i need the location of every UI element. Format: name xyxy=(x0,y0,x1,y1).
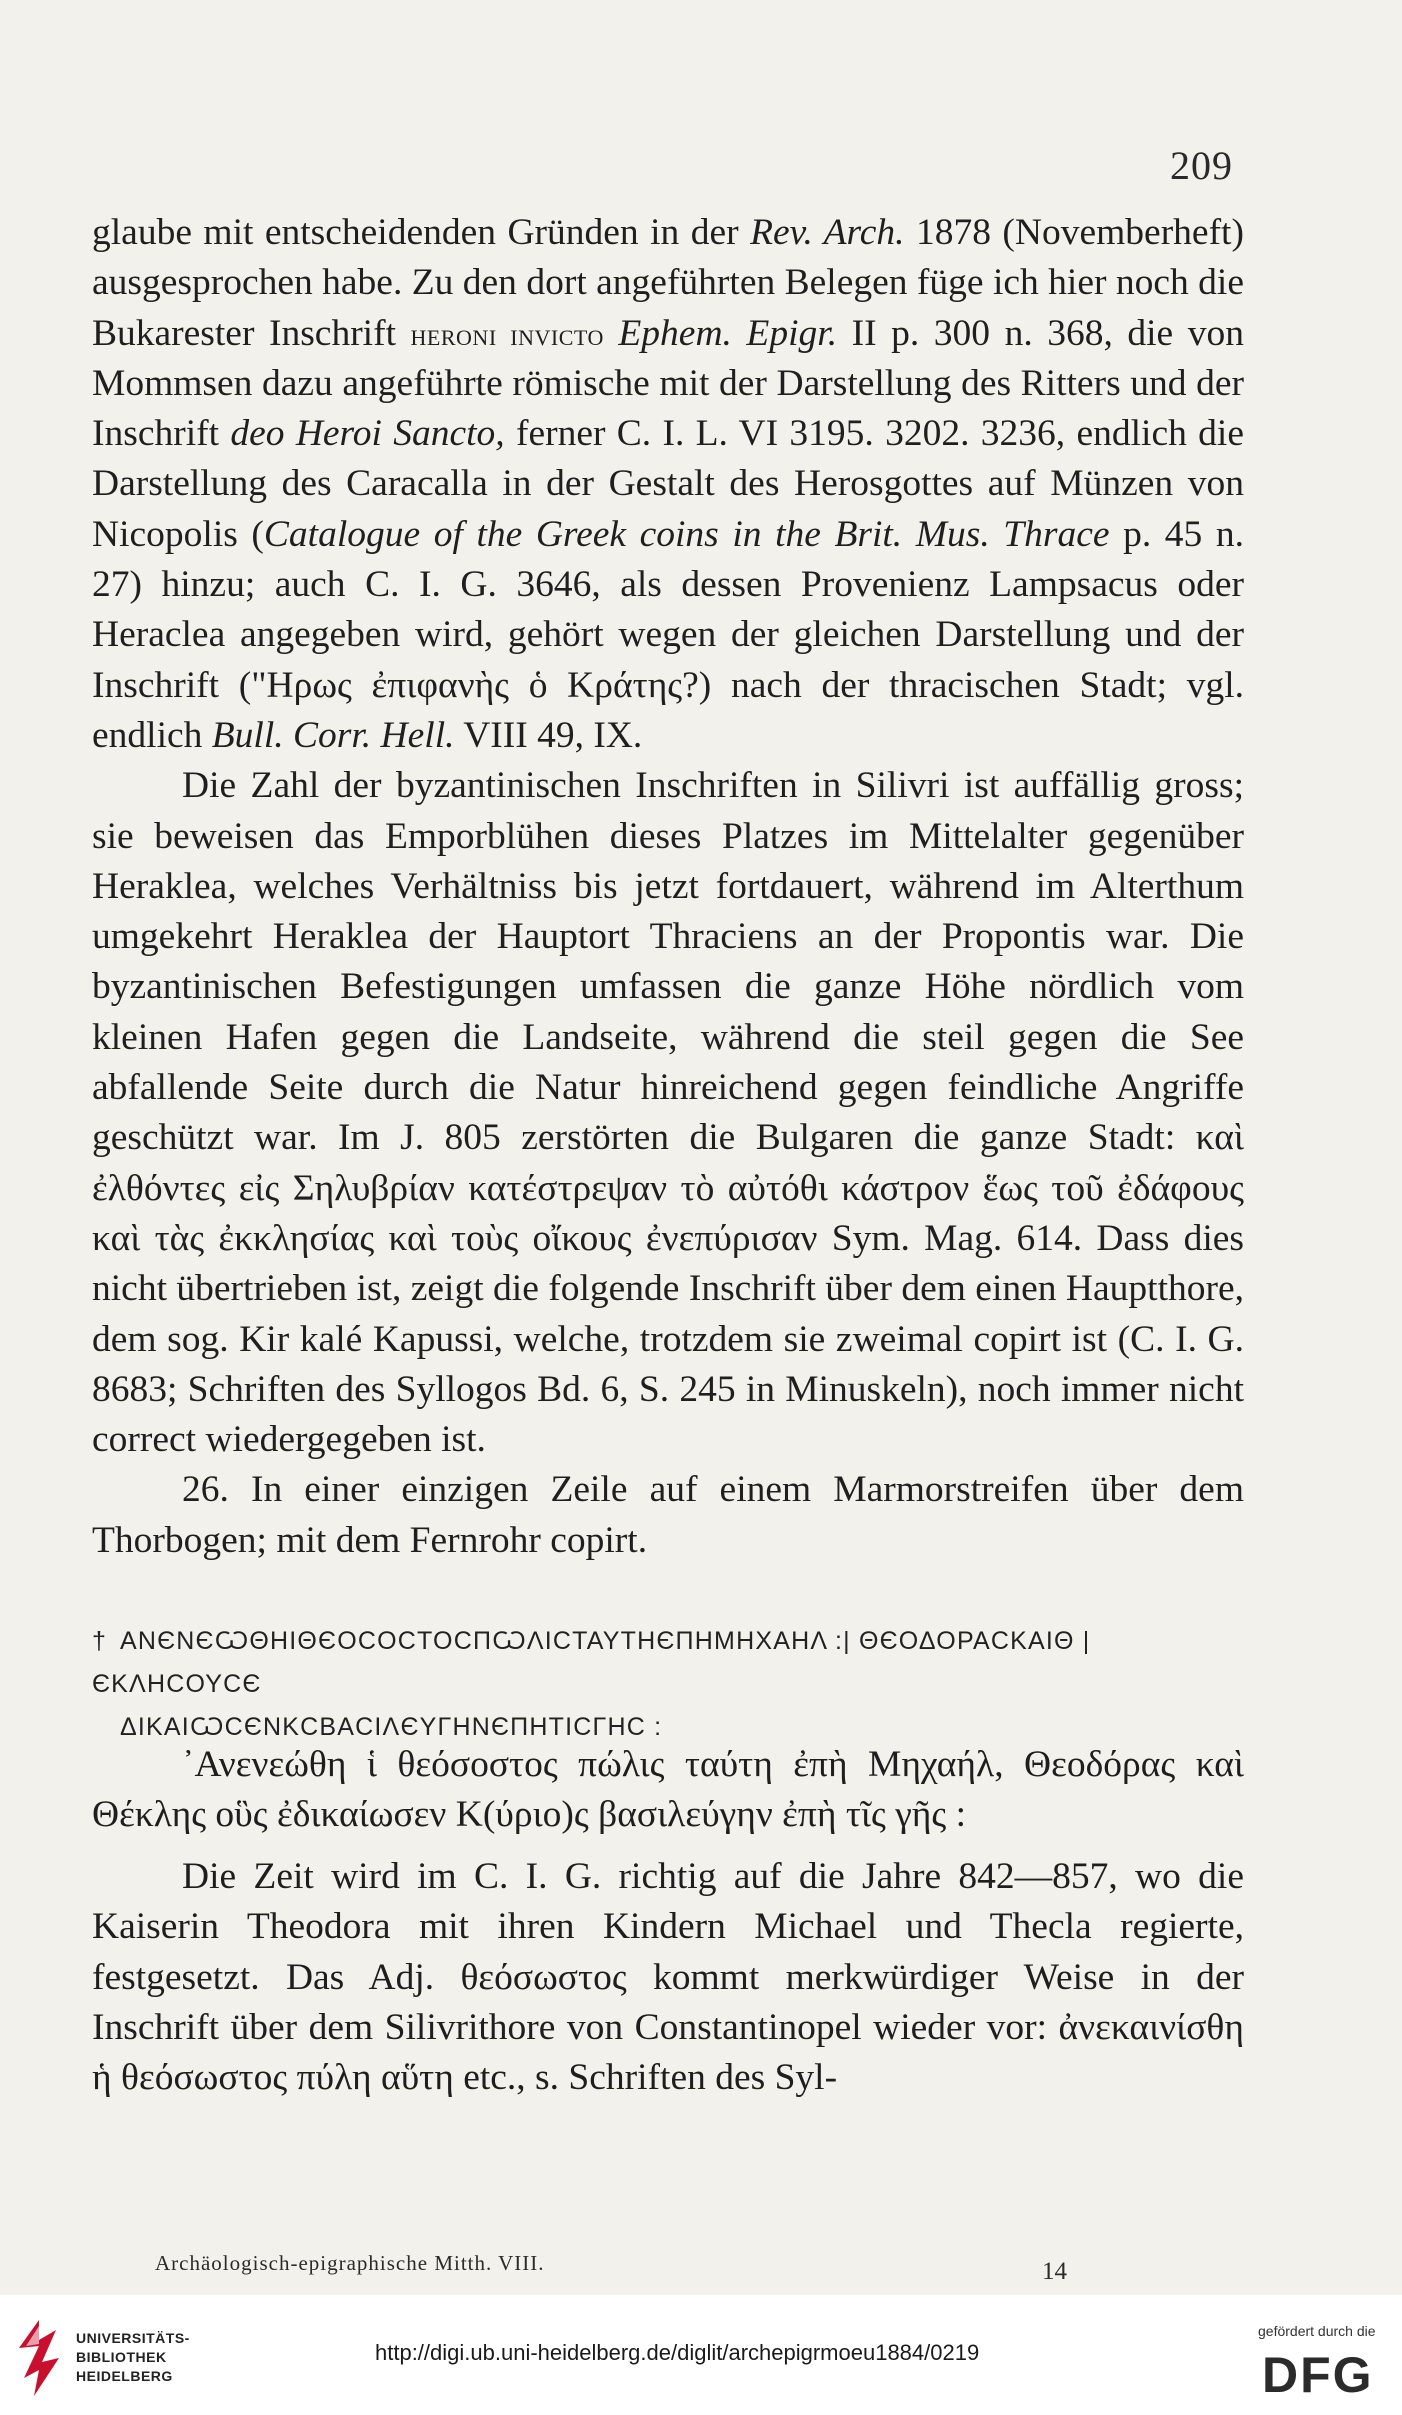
cross-symbol: † xyxy=(92,1627,108,1655)
inscription-line-1: † ΑΝЄΝЄѠΘΗΙΘЄΟϹΟϹΤΟϹΠѠΛΙϹΤΑΥΤΗЄΠΗΜΗΧΑΗΛ :| ΘЄΟΔΟΡΑϹΚΑΙΘ | ЄΚΛΗϹΟΥϹЄ xyxy=(92,1620,1252,1706)
inscription-majuscule xyxy=(92,1620,1252,1749)
main-text xyxy=(92,208,1244,1566)
university-logo-icon xyxy=(14,2318,64,2398)
signature-mark: 14 xyxy=(1042,2258,1067,2285)
sponsor-label: gefördert durch die xyxy=(1258,2323,1376,2339)
paragraph-4: Die Zeit wird im C. I. G. richtig auf die Jahre 842—857, wo die Kaiserin Theodora mit ihren Kindern Michael und Thecla regierte, festgesetzt. Das Adj. θεόσωστος kommt merkwürdiger Weise in der Inschrift über dem Silivrithore von Constantinopel wieder vor: ἀνεκαινίσθη ἡ θεόσωστος πύλη αὕτη etc., s. Schriften des Syl- xyxy=(92,1856,1244,2099)
inscription-line-2: ΔΙΚΑΙѠϹЄΝΚϹΒΑϹΙΛЄΥΓΗΝЄΠΗΤΙϹΓΗϹ : xyxy=(120,1713,663,1741)
university-name: UNIVERSITÄTS- BIBLIOTHEK HEIDELBERG xyxy=(76,2330,190,2384)
journal-footer: Archäologisch-epigraphische Mitth. VIII. xyxy=(155,2251,545,2275)
dfg-logo-icon: DFG xyxy=(1262,2347,1374,2403)
permalink-url[interactable]: http://digi.ub.uni-heidelberg.de/diglit/archepigrmoeu1884/0219 xyxy=(375,2340,980,2365)
main-text-continued xyxy=(92,1852,1244,2103)
page-number: 209 xyxy=(1170,143,1233,188)
paragraph-2: Die Zahl der byzantinischen Inschriften in Silivri ist auffällig gross; sie beweisen das Emporblühen dieses Platzes im Mittelalter gegenüber Heraklea, welches Verhältniss bis jetzt fortdauert, während im Alterthum umgekehrt Heraklea der Hauptort Thraciens an der Propontis war. Die byzantinischen Befestigungen umfassen die ganze Höhe nördlich vom kleinen Hafen gegen die Landseite, während die steil gegen die See abfallende Seite durch die Natur hinreichend gegen feindliche Angriffe geschützt war. Im J. 805 zerstörten die Bulgaren die ganze Stadt: καὶ ἐλθόντες εἰς Σηλυβρίαν κατέστρεψαν τὸ αὐτόθι κάστρον ἕως τοῦ ἐδάφους καὶ τὰς ἐκκλησίας καὶ τοὺς οἴκους ἐνεπύρισαν Sym. Mag. 614. Dass dies nicht übertrieben ist, zeigt die folgende Inschrift über dem einen Hauptthore, dem sog. Kir kalé Kapussi, welche, trotzdem sie zweimal copirt ist (C. I. G. 8683; Schriften des Syllogos Bd. 6, S. 245 in Minuskeln), noch immer nicht correct wiedergegeben ist. xyxy=(92,765,1244,1461)
paragraph-1: glaube mit entscheidenden Gründen in der Rev. Arch. 1878 (Novemberheft) ausgesprochen habe. Zu den dort angeführten Belegen füge ich hier noch die Bukarester Inschrift heroni invicto Ephem. Epigr. II p. 300 n. 368, die von Mommsen dazu angeführte römische mit der Darstellung des Ritters und der Inschrift deo Heroi Sancto, ferner C. I. L. VI 3195. 3202. 3236, endlich die Darstellung des Caracalla in der Gestalt des Herosgottes auf Münzen von Nicopolis (Catalogue of the Greek coins in the Brit. Mus. Thrace p. 45 n. 27) hinzu; auch C. I. G. 3646, als dessen Provenienz Lampsacus oder Heraclea angegeben wird, gehört wegen der gleichen Darstellung und der Inschrift ("Ηρως ἐπιφανὴς ὁ Κράτης?) nach der thracischen Stadt; vgl. endlich Bull. Corr. Hell. VIII 49, IX. xyxy=(92,212,1244,756)
paragraph-3: 26. In einer einzigen Zeile auf einem Marmorstreifen über dem Thorbogen; mit dem Fernrohr copirt. xyxy=(92,1469,1244,1561)
greek-transcription: ᾿Ανενεώθη ἱ θεόσοστος πώλις ταύτη ἐπὴ Μηχαήλ, Θεοδόρας καὶ Θέκλης οὓς ἐδικαίωσεν Κ(ύριο)ς βασιλεύγην ἐπὴ τῖς γῆς : xyxy=(92,1744,1244,1835)
